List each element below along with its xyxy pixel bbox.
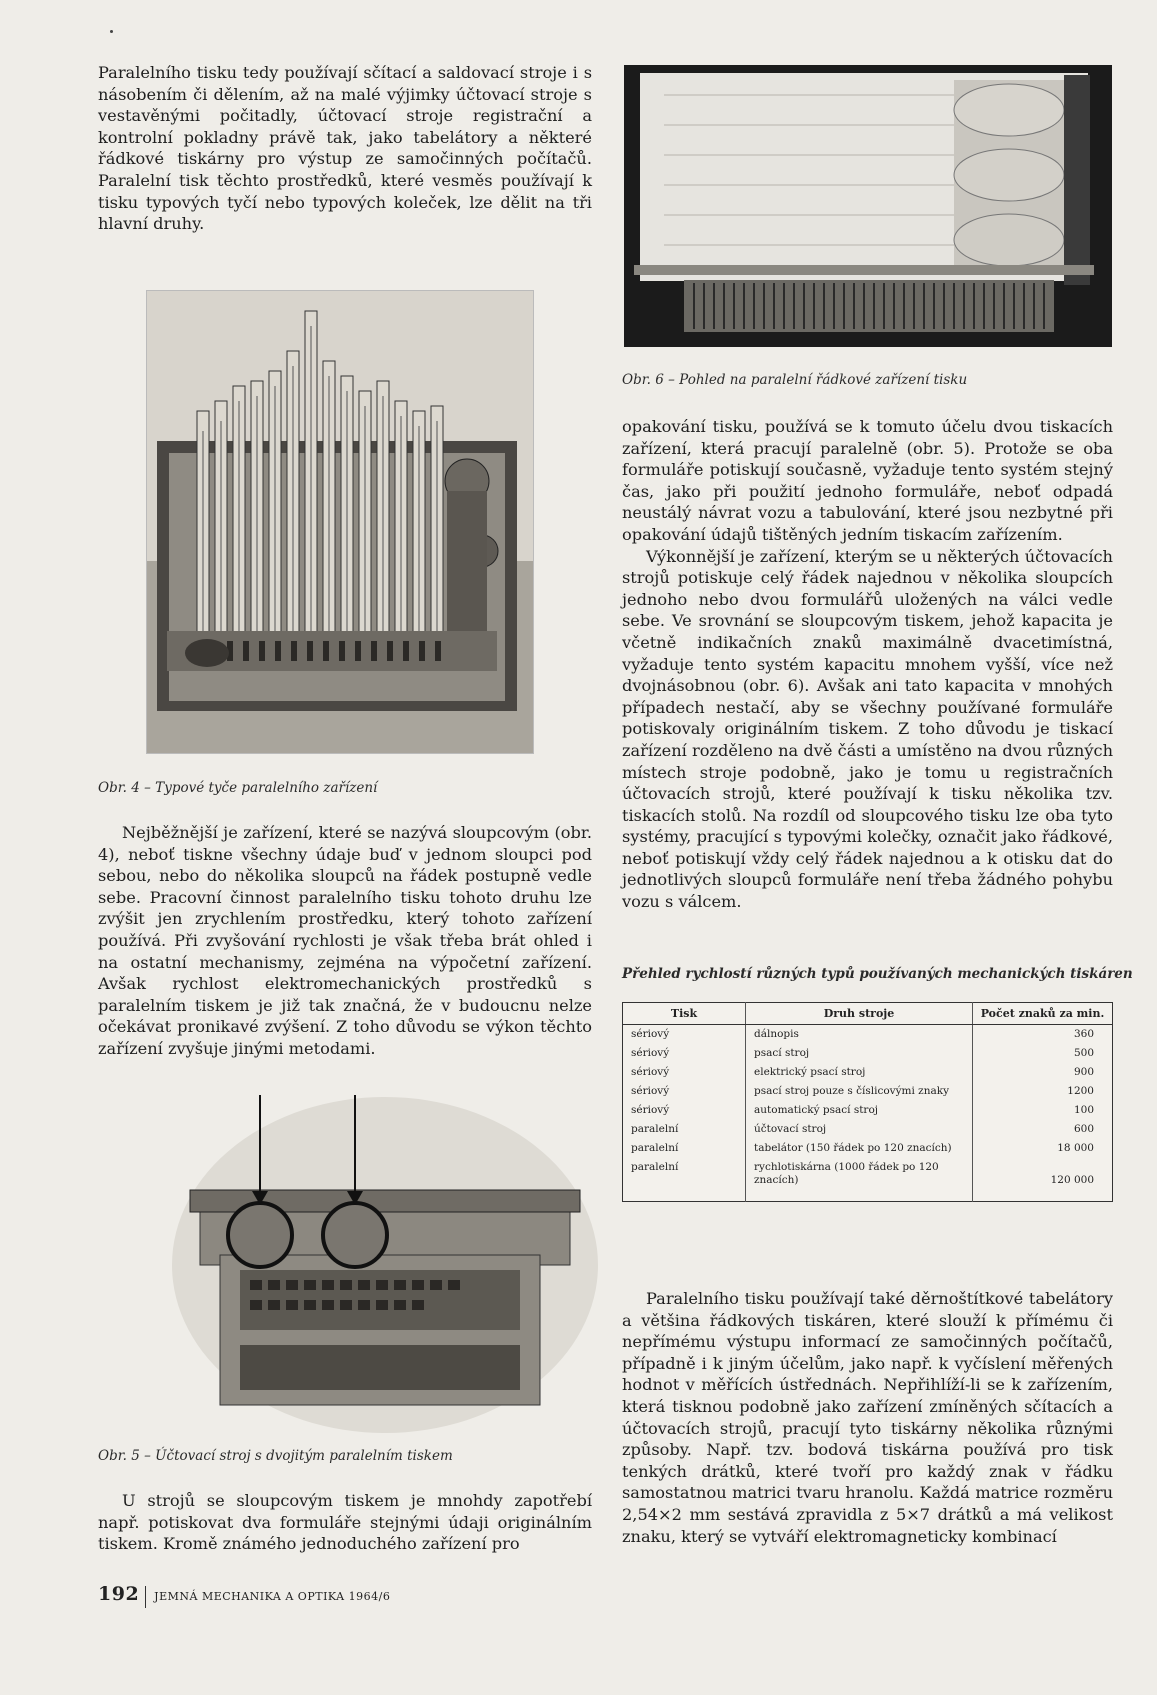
- table-row: [623, 1063, 1113, 1082]
- paragraph: Výkonnější je zařízení, kterým se u některých účtovacích strojů potiskuje celý řádek najednou v několika sloupcích jednoho nebo dvou formulářů uložených na válci vedle sebe. Ve srovnání se sloupcovým tiskem, jehož kapacita je včetně indikačních znaků maximálně dvacetimístná, vyžaduje tento systém kapacitu mnohem vyšší, více než dvojnásobnou (obr. 6). Avšak ani tato kapacita v mnohých případech nestačí, aby se všechny používané formuláře potiskovaly originálním tiskem. Z toho důvodu je tiskací zařízení rozděleno na dvě části a umístěno na dvou různých místech stroje podobně, jako je tomu u registračních účtovacích strojů, které používají k tisku několika tzv. tiskacích stolů. Na rozdíl od sloupcového tisku lze oba tyto systémy, pracující s typovými kolečky, označit jako řádkové, neboť potiskují vždy celý řádek najednou a k otisku dat do jednotlivých sloupců formuláře není třeba žádného pohybu vozu s válcem.: [622, 546, 1113, 912]
- table-cell: tabelátor (150 řádek po 120 znacích): [746, 1139, 973, 1158]
- page-footer: [98, 1583, 390, 1608]
- paragraph: Paralelního tisku tedy používají sčítací a saldovací stroje i s násobením či dělením, až na malé výjimky účtovací stroje s vestavěnými počitadly, účtovací stroje registrační a kontrolní pokladny právě tak, jako tabelátory a některé řádkové tiskárny pro výstup ze samočinných počítačů. Paralelní tisk těchto prostředků, které vesměs používají k tisku typových tyčí nebo typových koleček, lze dělit na tři hlavní druhy.: [98, 63, 592, 234]
- figure-6-line-printer-photo: [624, 65, 1112, 347]
- table-cell: 1200: [973, 1082, 1113, 1101]
- table-cell: paralelní: [631, 1142, 679, 1154]
- table-cell: 120 000: [973, 1158, 1113, 1202]
- paragraph: Nejběžnější je zařízení, které se nazývá sloupcovým (obr. 4), neboť tiskne všechny údaje buď v jednom sloupci pod sebou, nebo do několika sloupců na řádek postupně vedle sebe. Pracovní činnost paralelního tisku tohoto druhu lze zvýšit jen zrychlením prostředku, který tohoto zařízení používá. Při zvyšování rychlosti je však třeba brát ohled i na ostatní mechanismy, zejména na výpočetní zařízení. Avšak rychlost elektromechanických prostředků s paralelním tiskem je již tak značná, že v budoucnu nelze očekávat pronikavé zvýšení. Z toho důvodu se výkon těchto zařízení zvyšuje jinými metodami.: [98, 823, 592, 1058]
- paragraph: Paralelního tisku používají také děrnoštítkové tabelátory a většina řádkových tiskáren, které slouží k přímému či nepřímému výstupu informací ze samočinných počítačů, případně i k jiným účelům, jako např. k vyčíslení měřených hodnot v měřících ústřednách. Nepřihlíží-li se k zařízením, která tisknou podobně jako zařízení zmíněných sčítacích a účtovacích strojů, pracují tyto tiskárny několika různými způsoby. Např. tzv. bodová tiskárna používá pro tisk tenkých drátků, které tvoří pro každý znak v řádku samostatnou matrici tvaru hranolu. Každá matrice rozměru 2,54×2 mm sestává zpravidla z 5×7 drátků a má velikost znaku, který se vytváří elektromagneticky kombinací: [622, 1289, 1113, 1546]
- table-row: [623, 1044, 1113, 1063]
- table-cell: automatický psací stroj: [746, 1101, 973, 1120]
- left-text-top: [98, 62, 592, 235]
- table-cell: 500: [973, 1044, 1113, 1063]
- table-cell: dálnopis: [746, 1025, 973, 1045]
- table-title: Přehled rychlostí různých typů používaných mechanických tiskáren: [622, 966, 1133, 982]
- column-header: Počet znaků za min.: [973, 1003, 1113, 1025]
- table-row: [623, 1025, 1113, 1045]
- right-text-top: [622, 416, 1113, 913]
- stray-dot: [110, 30, 113, 33]
- footer-divider: [145, 1586, 146, 1608]
- table-cell: paralelní: [631, 1161, 679, 1173]
- table-cell: elektrický psací stroj: [746, 1063, 973, 1082]
- table-cell: sériový: [631, 1066, 670, 1078]
- figure-5-caption: Obr. 5 – Účtovací stroj s dvojitým paralelním tiskem: [98, 1448, 453, 1464]
- speed-table: [622, 1002, 1113, 1202]
- table-row: [623, 1082, 1113, 1101]
- table-row: [623, 1139, 1113, 1158]
- figure-4-type-bars-photo: [146, 290, 534, 754]
- table-cell: rychlotiskárna (1000 řádek po 120 znacích): [746, 1158, 973, 1202]
- left-text-middle: [98, 822, 592, 1060]
- table-cell: psací stroj pouze s číslicovými znaky: [746, 1082, 973, 1101]
- table-header-row: [623, 1003, 1113, 1025]
- table-cell: 600: [973, 1120, 1113, 1139]
- figure-4-caption: Obr. 4 – Typové tyče paralelního zařízení: [98, 780, 378, 796]
- table-cell: sériový: [631, 1047, 670, 1059]
- left-text-bottom: [98, 1490, 592, 1555]
- journal-name: JEMNÁ MECHANIKA A OPTIKA 1964/6: [154, 1590, 391, 1603]
- column-header: Tisk: [623, 1003, 746, 1025]
- figure-6-caption: Obr. 6 – Pohled na paralelní řádkové zařízení tisku: [622, 372, 968, 388]
- paragraph: U strojů se sloupcovým tiskem je mnohdy zapotřebí např. potiskovat dva formuláře stejnými údaji originálním tiskem. Kromě známého jednoduchého zařízení pro: [98, 1491, 592, 1554]
- table-cell: 18 000: [973, 1139, 1113, 1158]
- table-cell: 360: [973, 1025, 1113, 1045]
- table-cell: paralelní: [631, 1123, 679, 1135]
- paragraph: opakování tisku, používá se k tomuto účelu dvou tiskacích zařízení, která pracují paralelně (obr. 5). Protože se oba formuláře potiskují současně, vyžaduje tento systém stejný čas, jako při použití jednoho formuláře, neboť odpadá neustálý návrat vozu a tabulování, které jsou nezbytné při opakování údajů tištěných jedním tiskacím zařízením.: [622, 417, 1113, 544]
- table-cell: 900: [973, 1063, 1113, 1082]
- column-header: Druh stroje: [746, 1003, 973, 1025]
- figure-5-accounting-machine-photo: [170, 1095, 600, 1435]
- table-row: [623, 1120, 1113, 1139]
- table-cell: psací stroj: [746, 1044, 973, 1063]
- table-row: [623, 1158, 1113, 1202]
- table-cell: sériový: [631, 1104, 670, 1116]
- table-cell: účtovací stroj: [746, 1120, 973, 1139]
- table-cell: sériový: [631, 1028, 670, 1040]
- table-cell: sériový: [631, 1085, 670, 1097]
- table-cell: 100: [973, 1101, 1113, 1120]
- table-row: [623, 1101, 1113, 1120]
- right-text-bottom: [622, 1288, 1113, 1547]
- page-number: 192: [98, 1583, 140, 1605]
